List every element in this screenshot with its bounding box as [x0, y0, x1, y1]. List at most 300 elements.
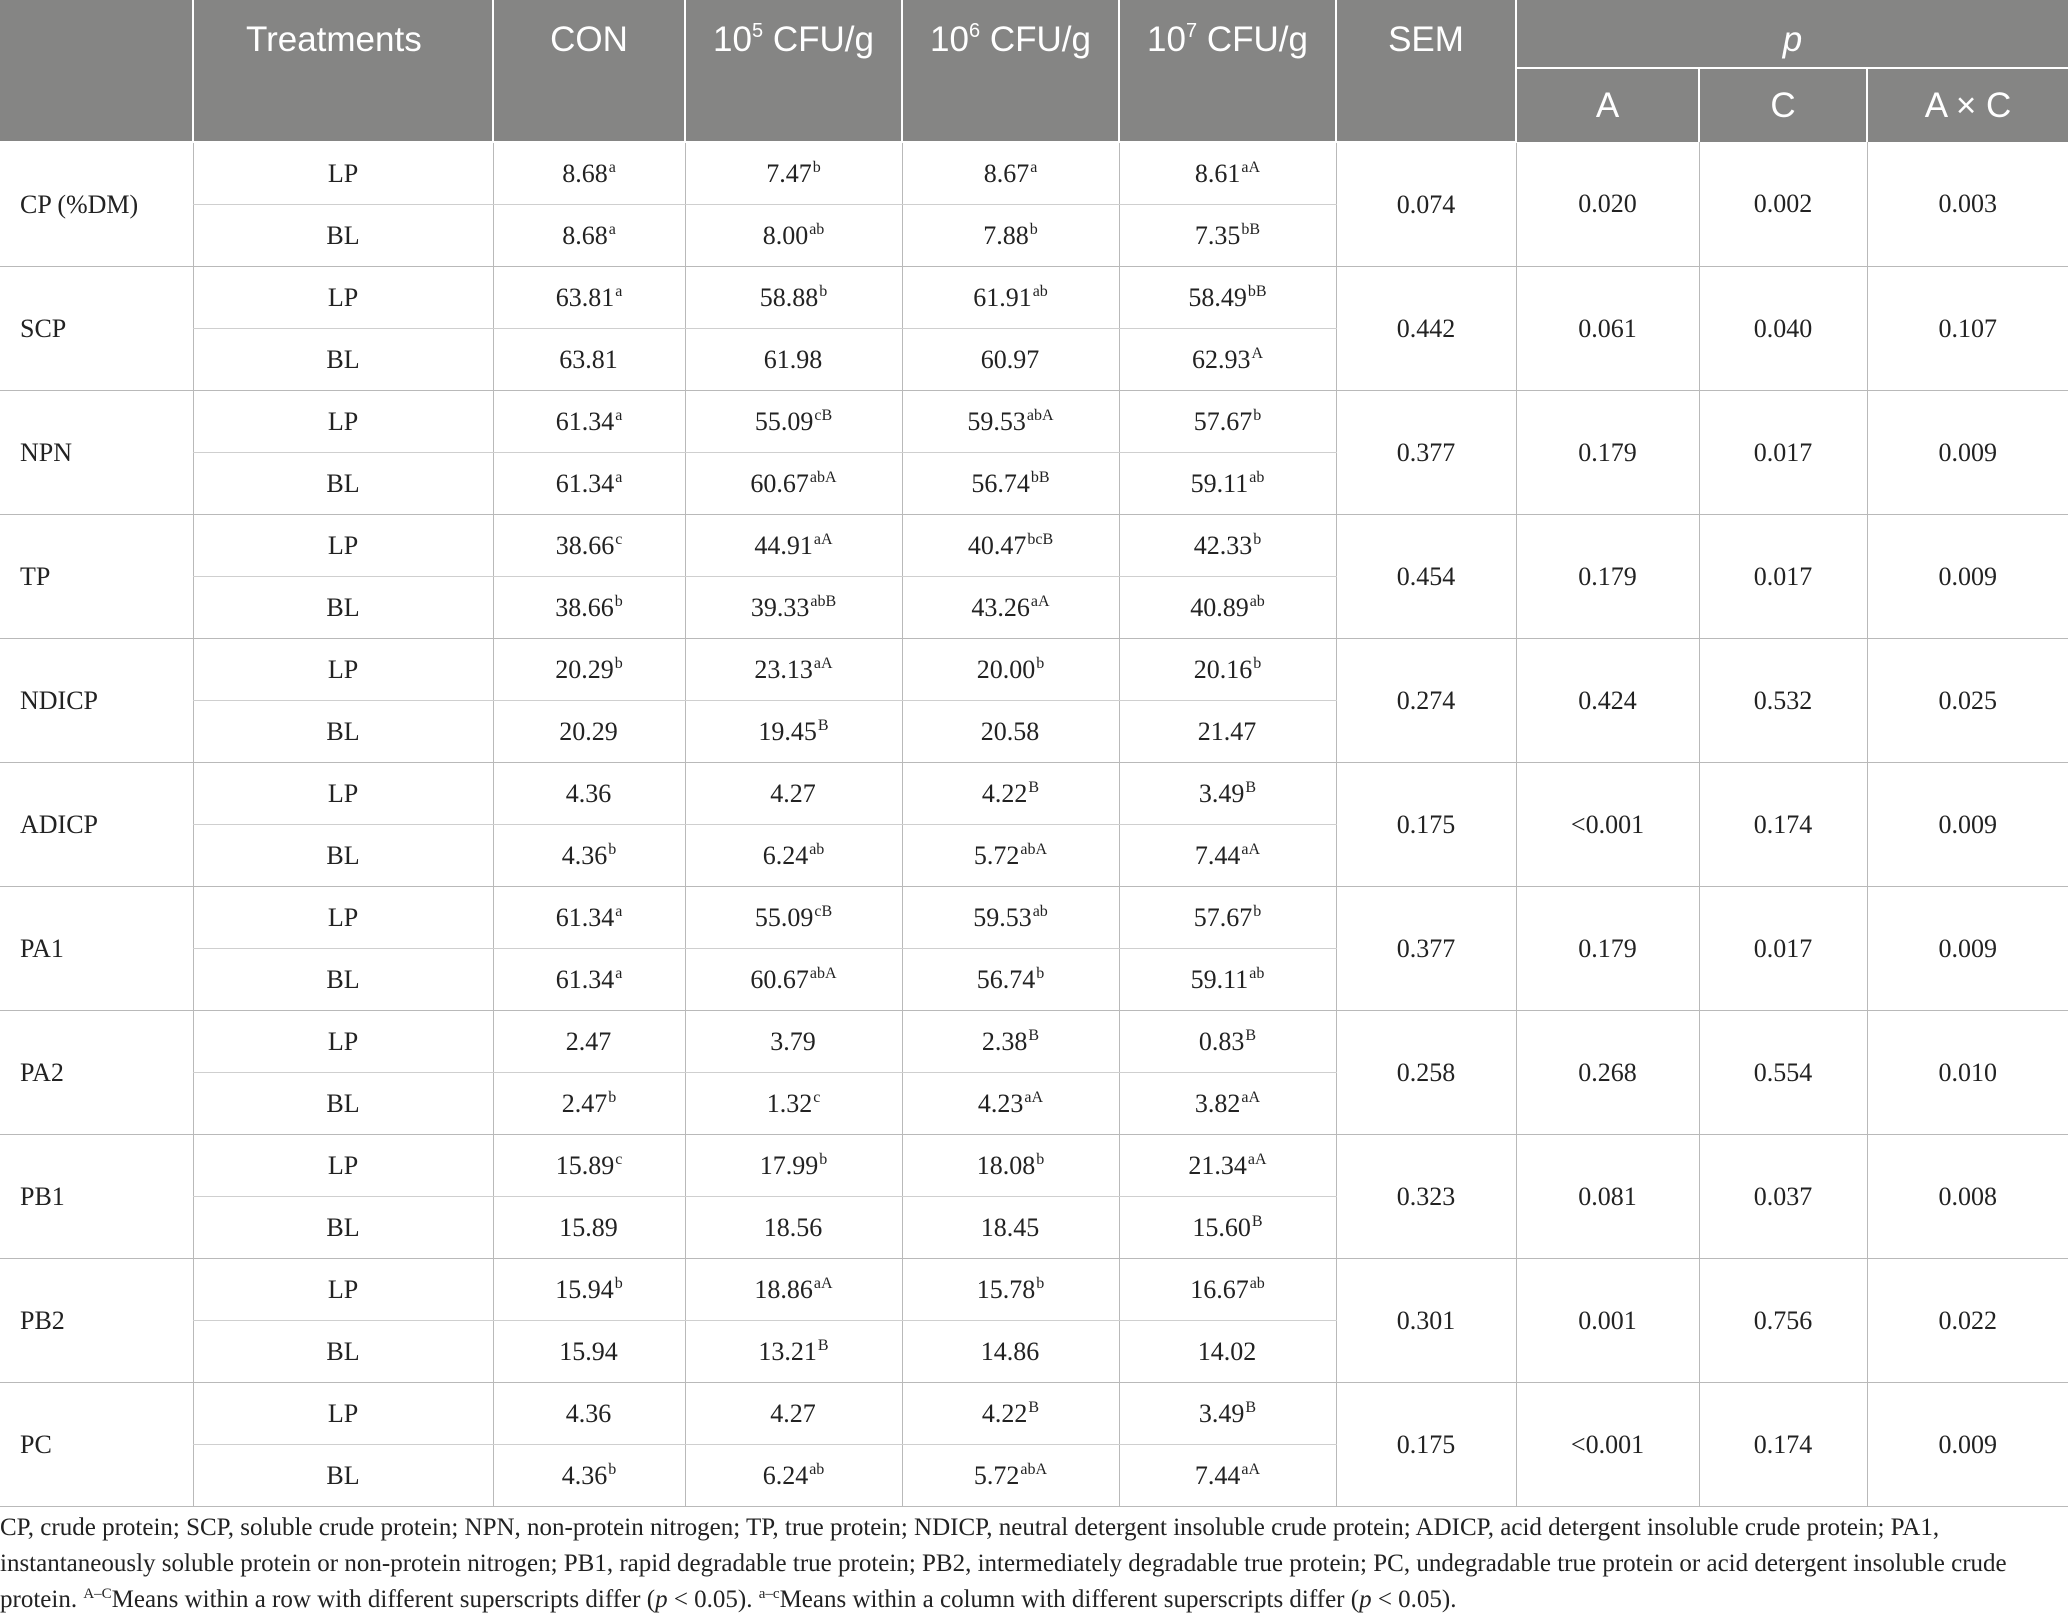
cell-superscript: ab	[1032, 282, 1048, 300]
cell-con	[493, 639, 685, 701]
cell-dose-1e5	[685, 267, 902, 329]
cell-value: 21.47	[1197, 716, 1257, 746]
cell-value: 17.99	[759, 1150, 819, 1180]
row-variable: SCP	[0, 267, 193, 391]
cell-value: 3.79	[770, 1026, 816, 1056]
cell-p-c: 0.174	[1699, 1383, 1867, 1507]
cell-superscript: b	[1253, 654, 1262, 672]
cell-dose-1e6	[902, 1259, 1119, 1321]
table-row	[0, 1383, 2068, 1445]
cell-dose-1e5	[685, 1197, 902, 1259]
cell-value: 40.47	[967, 530, 1027, 560]
cell-value: 55.09	[754, 902, 814, 932]
cell-dose-1e6	[902, 1383, 1119, 1445]
cell-dose-1e5	[685, 142, 902, 205]
cell-con	[493, 763, 685, 825]
cell-superscript: aA	[1241, 840, 1261, 858]
cell-superscript: b	[608, 1460, 617, 1478]
cell-superscript: aA	[1241, 158, 1261, 176]
cell-value: 19.45	[758, 716, 817, 746]
header-treatments: Treatments	[193, 0, 493, 142]
cell-dose-1e7	[1119, 391, 1336, 453]
cell-value: 38.66	[555, 530, 615, 560]
header-con: CON	[493, 0, 685, 142]
cell-value: 55.09	[754, 406, 814, 436]
cell-dose-1e6	[902, 267, 1119, 329]
row-treatment: BL	[193, 1445, 493, 1507]
cell-superscript: a	[615, 282, 623, 300]
cell-superscript: a	[615, 902, 623, 920]
cell-p-a: 0.001	[1516, 1259, 1699, 1383]
cell-value: 57.67	[1193, 902, 1253, 932]
row-treatment: BL	[193, 1321, 493, 1383]
cell-value: 57.67	[1193, 406, 1253, 436]
cell-superscript: abA	[809, 964, 837, 982]
cell-value: 38.66	[555, 592, 614, 622]
cell-dose-1e6	[902, 329, 1119, 391]
cell-superscript: b	[1036, 964, 1045, 982]
cell-dose-1e5	[685, 701, 902, 763]
cell-value: 7.44	[1194, 840, 1241, 870]
cell-superscript: abB	[810, 592, 837, 610]
cell-superscript: aA	[1024, 1088, 1044, 1106]
cell-value: 13.21	[758, 1336, 817, 1366]
cell-superscript: b	[1036, 654, 1045, 672]
cell-p-axc: 0.022	[1867, 1259, 2068, 1383]
row-treatment: LP	[193, 391, 493, 453]
cell-dose-1e5	[685, 1011, 902, 1073]
header-p-c: C	[1699, 68, 1867, 142]
cell-p-c: 0.037	[1699, 1135, 1867, 1259]
cell-value: 61.91	[973, 282, 1032, 312]
cell-sem: 0.175	[1336, 1383, 1516, 1507]
cell-dose-1e6	[902, 1321, 1119, 1383]
cell-superscript: B	[1028, 1026, 1040, 1044]
cell-value: 60.67	[750, 964, 809, 994]
cell-value: 15.78	[976, 1274, 1036, 1304]
row-variable: TP	[0, 515, 193, 639]
cell-value: 60.67	[750, 468, 809, 498]
cell-dose-1e7	[1119, 701, 1336, 763]
cell-p-a: 0.061	[1516, 267, 1699, 391]
cell-value: 23.13	[754, 654, 813, 684]
cell-superscript: abA	[809, 468, 837, 486]
cell-sem: 0.274	[1336, 639, 1516, 763]
row-variable: NPN	[0, 391, 193, 515]
cell-value: 63.81	[559, 344, 618, 374]
cell-value: 8.68	[562, 158, 608, 188]
table-row	[0, 1011, 2068, 1073]
cell-dose-1e6	[902, 949, 1119, 1011]
cell-superscript: a	[615, 468, 623, 486]
cell-superscript: b	[1253, 406, 1262, 424]
cell-p-axc: 0.107	[1867, 267, 2068, 391]
cell-p-c: 0.017	[1699, 391, 1867, 515]
cell-p-a: <0.001	[1516, 1383, 1699, 1507]
cell-value: 18.08	[976, 1150, 1036, 1180]
cell-superscript: b	[608, 840, 617, 858]
cell-dose-1e7	[1119, 1321, 1336, 1383]
cell-value: 14.86	[980, 1336, 1040, 1366]
cell-sem: 0.074	[1336, 142, 1516, 267]
cell-dose-1e7	[1119, 453, 1336, 515]
cell-superscript: c	[615, 1150, 623, 1168]
cell-p-a: 0.268	[1516, 1011, 1699, 1135]
cell-con	[493, 825, 685, 887]
footnote-upper-text: Means within a row with different superscripts differ (	[111, 1586, 656, 1613]
row-treatment: LP	[193, 1259, 493, 1321]
cell-dose-1e6	[902, 205, 1119, 267]
cell-p-axc: 0.009	[1867, 763, 2068, 887]
cell-dose-1e7	[1119, 1073, 1336, 1135]
cell-value: 18.56	[763, 1212, 823, 1242]
cell-superscript: ab	[809, 840, 825, 858]
cell-dose-1e5	[685, 577, 902, 639]
cell-sem: 0.301	[1336, 1259, 1516, 1383]
cell-p-a: 0.179	[1516, 515, 1699, 639]
cell-p-a: 0.020	[1516, 142, 1699, 267]
cell-superscript: ab	[809, 220, 825, 238]
cell-value: 59.11	[1190, 964, 1249, 994]
cell-superscript: c	[813, 1088, 821, 1106]
table-row	[0, 1259, 2068, 1321]
cell-value: 2.38	[981, 1026, 1028, 1056]
cell-dose-1e6	[902, 1011, 1119, 1073]
row-treatment: BL	[193, 1197, 493, 1259]
cell-value: 6.24	[762, 840, 809, 870]
cell-superscript: b	[1036, 1150, 1045, 1168]
cell-superscript: b	[1036, 1274, 1045, 1292]
cell-dose-1e6	[902, 887, 1119, 949]
cell-superscript: b	[614, 592, 623, 610]
cell-dose-1e5	[685, 1135, 902, 1197]
footnote-p-value: < 0.05).	[667, 1586, 753, 1613]
cell-superscript: B	[1028, 778, 1040, 796]
cell-dose-1e7	[1119, 763, 1336, 825]
cell-superscript: bB	[1030, 468, 1050, 486]
cell-superscript: B	[1245, 778, 1257, 796]
cell-con	[493, 1011, 685, 1073]
row-variable: CP (%DM)	[0, 142, 193, 267]
cell-value: 14.02	[1197, 1336, 1257, 1366]
cell-superscript: aA	[813, 1274, 833, 1292]
cell-dose-1e5	[685, 1259, 902, 1321]
cell-p-c: 0.040	[1699, 267, 1867, 391]
cell-dose-1e7	[1119, 1197, 1336, 1259]
header-blank	[0, 0, 193, 142]
cell-p-axc: 0.009	[1867, 515, 2068, 639]
row-treatment: LP	[193, 639, 493, 701]
cell-dose-1e5	[685, 453, 902, 515]
row-variable: PB2	[0, 1259, 193, 1383]
cell-dose-1e7	[1119, 949, 1336, 1011]
footnote-lower-text: Means within a column with different superscripts differ (	[779, 1586, 1360, 1613]
dose-base: 10	[1147, 20, 1186, 59]
cell-con	[493, 1321, 685, 1383]
cell-superscript: a	[615, 964, 623, 982]
cell-value: 8.61	[1194, 158, 1241, 188]
cell-value: 3.49	[1198, 778, 1245, 808]
cell-value: 63.81	[555, 282, 615, 312]
header-dose-1e7	[1119, 0, 1336, 142]
cell-dose-1e6	[902, 639, 1119, 701]
cell-superscript: b	[1029, 220, 1038, 238]
row-variable: PC	[0, 1383, 193, 1507]
cell-value: 44.91	[754, 530, 813, 560]
footnote-abbreviations: CP, crude protein; SCP, soluble crude protein; NPN, non-protein nitrogen; TP, true protein; NDICP, neutral detergent insoluble crude protein; ADICP, acid detergent insoluble crude protein; PA1, instantaneously soluble protein or non-protein nitrogen; PB1, rapid degradable true protein; PB2, intermediately degradable true protein; PC, undegradable true protein or acid detergent insoluble crude protein.	[0, 1514, 2007, 1613]
cell-con	[493, 329, 685, 391]
cell-value: 2.47	[565, 1026, 612, 1056]
cell-value: 5.72	[973, 840, 1020, 870]
dose-base: 10	[930, 20, 969, 59]
cell-superscript: abA	[1020, 840, 1048, 858]
cell-p-axc: 0.009	[1867, 1383, 2068, 1507]
header-p-label: p	[1782, 20, 1803, 59]
cell-superscript: ab	[1249, 1274, 1265, 1292]
cell-dose-1e6	[902, 391, 1119, 453]
cell-value: 61.98	[763, 344, 823, 374]
row-treatment: BL	[193, 701, 493, 763]
cell-superscript: b	[1253, 530, 1262, 548]
cell-dose-1e6	[902, 515, 1119, 577]
cell-dose-1e5	[685, 1321, 902, 1383]
cell-sem: 0.323	[1336, 1135, 1516, 1259]
cell-value: 8.67	[983, 158, 1030, 188]
cell-dose-1e5	[685, 949, 902, 1011]
cell-con	[493, 701, 685, 763]
cell-value: 1.32	[766, 1088, 813, 1118]
cell-superscript: b	[1253, 902, 1262, 920]
row-treatment: LP	[193, 142, 493, 205]
cell-superscript: b	[614, 1274, 623, 1292]
cell-p-axc: 0.010	[1867, 1011, 2068, 1135]
dose-unit: CFU/g	[980, 20, 1091, 59]
cell-p-c: 0.174	[1699, 763, 1867, 887]
cell-value: 59.11	[1190, 468, 1249, 498]
cell-value: 16.67	[1190, 1274, 1249, 1304]
header-p-axc: A × C	[1867, 68, 2068, 142]
footnote-p-value: < 0.05).	[1371, 1586, 1457, 1613]
cell-superscript: aA	[813, 530, 833, 548]
cell-p-a: 0.179	[1516, 391, 1699, 515]
cell-value: 4.22	[981, 778, 1028, 808]
cell-p-axc: 0.003	[1867, 142, 2068, 267]
cell-dose-1e7	[1119, 825, 1336, 887]
row-treatment: LP	[193, 1383, 493, 1445]
cell-value: 4.23	[977, 1088, 1024, 1118]
cell-value: 40.89	[1190, 592, 1249, 622]
row-variable: NDICP	[0, 639, 193, 763]
cell-sem: 0.258	[1336, 1011, 1516, 1135]
table-row	[0, 639, 2068, 701]
cell-dose-1e7	[1119, 1383, 1336, 1445]
cell-con	[493, 267, 685, 329]
table-row	[0, 142, 2068, 205]
cell-superscript: B	[1245, 1026, 1257, 1044]
dose-exponent: 6	[968, 20, 981, 42]
cell-p-c: 0.756	[1699, 1259, 1867, 1383]
row-treatment: LP	[193, 887, 493, 949]
cell-p-axc: 0.009	[1867, 887, 2068, 1011]
cell-superscript: b	[819, 282, 828, 300]
cell-value: 4.27	[770, 778, 816, 808]
cell-con	[493, 1445, 685, 1507]
cell-superscript: ab	[1249, 468, 1265, 486]
row-treatment: LP	[193, 763, 493, 825]
cell-p-axc: 0.009	[1867, 391, 2068, 515]
cell-value: 15.94	[559, 1336, 618, 1366]
cell-value: 8.00	[762, 220, 809, 250]
footnote-p: p	[1359, 1586, 1372, 1613]
cell-value: 58.49	[1188, 282, 1247, 312]
cell-con	[493, 1135, 685, 1197]
cell-value: 0.83	[1198, 1026, 1245, 1056]
cell-p-c: 0.002	[1699, 142, 1867, 267]
cell-superscript: B	[817, 716, 829, 734]
cell-value: 61.34	[555, 902, 615, 932]
cell-value: 4.22	[981, 1398, 1028, 1428]
cell-superscript: B	[1251, 1212, 1263, 1230]
cell-superscript: cB	[814, 902, 833, 920]
cell-con	[493, 949, 685, 1011]
cell-superscript: aA	[1247, 1150, 1267, 1168]
cell-dose-1e6	[902, 1445, 1119, 1507]
header-dose-1e5	[685, 0, 902, 142]
cell-dose-1e6	[902, 453, 1119, 515]
cell-value: 56.74	[971, 468, 1030, 498]
cell-dose-1e7	[1119, 577, 1336, 639]
cell-superscript: bB	[1241, 220, 1261, 238]
cell-p-axc: 0.025	[1867, 639, 2068, 763]
cell-p-a: 0.179	[1516, 887, 1699, 1011]
cell-dose-1e5	[685, 763, 902, 825]
cell-superscript: aA	[813, 654, 833, 672]
cell-value: 58.88	[759, 282, 819, 312]
cell-superscript: ab	[809, 1460, 825, 1478]
cell-value: 20.29	[555, 654, 614, 684]
cell-p-c: 0.017	[1699, 515, 1867, 639]
cell-superscript: aA	[1241, 1088, 1261, 1106]
row-variable: PA1	[0, 887, 193, 1011]
row-variable: PB1	[0, 1135, 193, 1259]
table-row	[0, 1135, 2068, 1197]
row-treatment: BL	[193, 1073, 493, 1135]
cell-value: 15.89	[559, 1212, 618, 1242]
cell-value: 7.88	[983, 220, 1029, 250]
cell-superscript: abA	[1020, 1460, 1048, 1478]
cell-dose-1e6	[902, 577, 1119, 639]
cell-dose-1e5	[685, 205, 902, 267]
cell-dose-1e5	[685, 391, 902, 453]
cell-value: 7.47	[766, 158, 812, 188]
row-variable: ADICP	[0, 763, 193, 887]
cell-value: 20.16	[1193, 654, 1253, 684]
cell-superscript: b	[614, 654, 623, 672]
cell-p-c: 0.532	[1699, 639, 1867, 763]
cell-dose-1e6	[902, 1073, 1119, 1135]
cell-superscript: c	[615, 530, 623, 548]
dose-unit: CFU/g	[1197, 20, 1308, 59]
header-p-a: A	[1516, 68, 1699, 142]
cell-value: 15.89	[555, 1150, 615, 1180]
cell-superscript: abA	[1026, 406, 1054, 424]
cell-value: 39.33	[750, 592, 810, 622]
cell-p-a: 0.081	[1516, 1135, 1699, 1259]
cell-sem: 0.175	[1336, 763, 1516, 887]
cell-value: 3.49	[1198, 1398, 1245, 1428]
cell-p-axc: 0.008	[1867, 1135, 2068, 1259]
cell-value: 61.34	[555, 468, 615, 498]
cell-value: 7.35	[1194, 220, 1241, 250]
table-footnote	[0, 1510, 2050, 1618]
cell-dose-1e7	[1119, 515, 1336, 577]
cell-dose-1e5	[685, 887, 902, 949]
cell-con	[493, 1073, 685, 1135]
dose-base: 10	[713, 20, 752, 59]
cell-con	[493, 1197, 685, 1259]
cell-con	[493, 142, 685, 205]
cell-superscript: a	[608, 158, 616, 176]
cell-con	[493, 1383, 685, 1445]
dose-exponent: 5	[751, 20, 764, 42]
cell-value: 15.60	[1192, 1212, 1251, 1242]
table-row	[0, 763, 2068, 825]
header-dose-1e6	[902, 0, 1119, 142]
row-treatment: BL	[193, 949, 493, 1011]
cell-superscript: b	[608, 1088, 617, 1106]
cell-value: 3.82	[1194, 1088, 1241, 1118]
cell-superscript: aA	[1241, 1460, 1261, 1478]
cell-value: 4.36	[561, 1460, 608, 1490]
cell-superscript: ab	[1249, 964, 1265, 982]
row-treatment: LP	[193, 267, 493, 329]
cell-superscript: bB	[1247, 282, 1267, 300]
cell-superscript: a	[608, 220, 616, 238]
cell-superscript: B	[1245, 1398, 1257, 1416]
dose-exponent: 7	[1185, 20, 1198, 42]
cell-con	[493, 887, 685, 949]
cell-dose-1e5	[685, 515, 902, 577]
cell-con	[493, 391, 685, 453]
cell-value: 18.86	[754, 1274, 813, 1304]
header-sem: SEM	[1336, 0, 1516, 142]
cell-value: 7.44	[1194, 1460, 1241, 1490]
cell-dose-1e6	[902, 1197, 1119, 1259]
footnote-p: p	[655, 1586, 668, 1613]
cell-con	[493, 205, 685, 267]
cell-value: 43.26	[971, 592, 1030, 622]
cell-superscript: a	[615, 406, 623, 424]
cell-value: 61.34	[555, 964, 615, 994]
cell-superscript: ab	[1032, 902, 1048, 920]
cell-value: 60.97	[980, 344, 1040, 374]
row-variable: PA2	[0, 1011, 193, 1135]
cell-superscript: B	[817, 1336, 829, 1354]
cell-value: 59.53	[967, 406, 1026, 436]
cell-value: 5.72	[973, 1460, 1020, 1490]
cell-value: 20.29	[559, 716, 618, 746]
cell-superscript: b	[819, 1150, 828, 1168]
table-row	[0, 515, 2068, 577]
cell-dose-1e7	[1119, 1135, 1336, 1197]
cell-con	[493, 453, 685, 515]
cell-dose-1e5	[685, 639, 902, 701]
row-treatment: BL	[193, 577, 493, 639]
cell-value: 20.00	[976, 654, 1036, 684]
cell-dose-1e7	[1119, 887, 1336, 949]
row-treatment: LP	[193, 515, 493, 577]
table-row	[0, 267, 2068, 329]
